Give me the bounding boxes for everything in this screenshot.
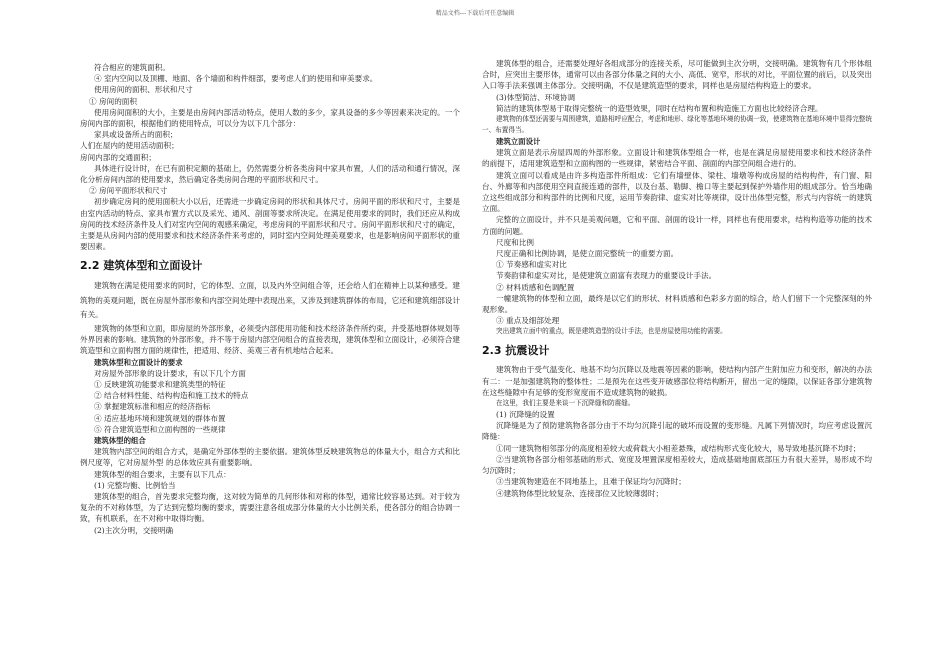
list-item: (2)主次分明，交接明确 [94,525,174,535]
paragraph: 符合相应的建筑面积。 [94,63,170,72]
list-item: ③ 重点及细部处理 [496,316,560,326]
page-header: 精品文档---下载后可任意编辑 [435,10,515,17]
paragraph: 初步确定房间的使用面积大小以后，还需进一步确定房间的形状和具体尺寸。房间平面的形状和尺寸，主要是由室内活动的特点、家具布置方式以及采光、通风、剖面等要求所决定。在满足使用要求的同时，我们还应从构成房间的技术经济条件及人们对室内空间的观感来确定，考虑房间的平面形状和尺寸。房间平面形状和尺寸的确定，主要是从房间内部的使用要求和技术经济条件来考虑的，同时室内空间处理美观要求，也是影响房间平面形状的重要因素。 [80,197,460,252]
paragraph: 沉降缝是为了预防建筑物各部分由于不均匀沉降引起的破坏而设置的变形缝。凡属下列情况时，均应考虑设置沉降缝： [482,421,872,442]
paragraph: 建筑体型的组合，首先要求完整均衡，这对较为简单的几何形体和对称的体型，通常比较容易达到。对于较为复杂的不对称体型，为了达到完整均衡的要求，需要注意各组成部分体量的大小比例关系，使各部分的组合协调一致，有机联系，在不对称中取得均衡。 [80,492,460,524]
paragraph: 使用房间面积的大小，主要是由房间内部活动特点，使用人数的多少，家具设备的多少等因素来决定的。一个房间内部的面积，根据他们的使用特点，可以分为以下几个部分： [80,107,460,129]
list-item: 尺度和比例 [496,237,534,247]
paragraph: 在这里，我们主要是来谈一下沉降缝和防震缝。 [496,399,635,408]
paragraph: ④ 室内空间以及顶棚、地面、各个墙面和构件细部，要考虑人们的使用和审美要求。 [94,74,378,84]
right-column [482,58,872,499]
paragraph: 完整的立面设计，并不只是美观问题，它和平面、剖面的设计一样，同样也有使用要求，结构构造等功能的技术方面的问题。 [482,215,872,236]
list-item: ⑤ 符合建筑造型和立面构图的一些规律 [94,424,226,434]
list-item: (1) 沉降缝的设置 [496,410,555,420]
paragraph: 建筑物在满足使用要求的同时，它的体型、立面，以及内外空间组合等，还会给人们在精神上以某种感受。建筑物的美观问题，既在房屋外部形象和内部空间处理中表现出来，又涉及到建筑群体的布局，它还和建筑细部设计有关。 [80,281,460,320]
list-item: (1) 完整均衡、比例恰当 [94,480,176,490]
paragraph: 尺度正确和比例协调，是使立面完整统一的重要方面。 [496,249,679,259]
list-item: ② 房间平面形状和尺寸 [89,186,168,196]
paragraph: 使用房间的面积、形状和尺寸 [94,85,193,95]
paragraph: 突出建筑立面中的重点，既是建筑造型的设计手法，也是房屋使用功能的需要。 [496,327,727,336]
paragraph: 建筑物内部空间的组合方式，是确定外部体型的主要依据。建筑体型反映建筑物总的体量大小，组合方式和比例尺度等，它对房屋外型 的总体效应具有重要影响。 [80,447,460,468]
list-item: ④ 适应基地环境和建筑规划的群体布置 [94,413,226,423]
list-item: ① 节奏感和虚实对比 [496,260,567,270]
list-item: (3)体型简洁、环境协调 [496,92,576,102]
paragraph: 对房屋外部形象的设计要求，有以下几个方面 [94,368,246,378]
list-item: ③ 掌握建筑标准和相应的经济指标 [94,402,211,412]
paragraph: 建筑立面是表示房屋四周的外部形象。立面设计和建筑体型组合一样，也是在满足房屋使用要求和技术经济条件的前提下，适用建筑造型和立面构图的一些规律，紧密结合平面、剖面的内部空间组合进行的。 [482,148,872,169]
section-heading: 2.3 抗震设计 [482,344,550,358]
list-item: ③当建筑物建造在不同地基上，且难于保证均匀沉降时； [496,477,686,487]
subheading: 建筑体型的组合 [94,435,146,445]
paragraph: 建筑体型的组合，还需要处理好各组成部分的连接关系，尽可能做到主次分明，交接明确。建筑物有几个形体组合时，应突出主要形体，通常可以由各部分体量之间的大小、高低、宽窄，形状的对比，平面位置的前后，以及突出入口等手法来强调主体部分。交接明确，不仅是建筑造型的要求，同样也是房屋结构构造上的要求。 [482,59,872,91]
list-item: ① 房间的面积 [89,96,137,106]
list-item: 家具或设备所占的面积； [94,130,178,140]
list-item: ④建筑物体型比较复杂、连接部位又比较薄弱时； [496,488,664,498]
subheading: 建筑体型和立面设计的要求 [94,357,183,367]
section-heading: 2.2 建筑体型和立面设计 [80,259,203,273]
paragraph: 建筑物的体型和立面，即房屋的外部形象，必须受内部使用功能和技术经济条件所约束，并受基地群体规划等外界因素的影响。建筑物的外部形象，并不等于房屋内部空间组合的直接表现，建筑体型和立面设计，必须符合建筑造型和立面构图方面的规律性，把适用、经济、美观三者有机地结合起来。 [80,323,460,356]
list-item: 房间内部的交通面积； [80,152,156,162]
list-item: ② 结合材料性能、结构构造和施工技术的特点 [94,391,249,401]
paragraph: 建筑体型的组合要求，主要有以下几点： [94,469,231,479]
paragraph: 建筑物的体型还需要与周围建筑，道路相呼应配合，考虑和地形、绿化等基地环境的协调一致，使建筑物在基地环境中显得完整统一、布置得当。 [482,115,872,135]
subheading: 建筑立面设计 [496,137,541,147]
left-column [80,62,460,536]
list-item: 人们在屋内的使用活动面积； [80,141,179,151]
paragraph: 简洁的建筑体型易于取得完整统一的造型效果，同时在结构布置和构造施工方面也比较经济合理。 [496,103,823,113]
paragraph: 建筑物由于受气温变化、地基不均匀沉降以及地震等因素的影响，使结构内部产生附加应力和变形，解决的办法有二：一是加强建筑物的整体性；二是预先在这些变开破感部位将结构断开，留出一定的缝隙，以保证各部分建筑物在这些缝隙中有足够的变形宽度而不造成建筑物的破损。 [482,365,872,397]
list-item: ① 反映建筑功能要求和建筑类型的特征 [94,379,226,389]
list-item: ②当建筑物各部分相邻基础的形式、宽度及埋置深度相差较大，造成基础地面底部压力有很大差异，易形成不均匀沉降时； [482,454,872,476]
list-item: ② 材料质感和色调配置 [496,282,575,292]
list-item: ①同一建筑物相邻部分的高度相差较大或荷载大小相差悬殊，或结构形式变化较大，易导致地基沉降不均时； [496,443,861,453]
paragraph: 节奏韵律和虚实对比，是使建筑立面富有表现力的重要设计手法。 [496,271,717,281]
paragraph: 具体进行设计时，在已有面积定额的基础上，仍然需要分析各类房间中家具布置，人们的活动和通行情况，深化分析房间内部的使用要求，然后确定各类房间合理的平面形状和尺寸。 [80,163,460,185]
paragraph: 一幢建筑物的体型和立面，最终是以它们的形状、材料质感和色彩多方面的综合，给人们留下一个完整深刻的外观形象。 [482,293,872,315]
paragraph: 建筑立面可以看成是由许多构造部件所组成：它们有墙壁体、梁柱、墙墩等构成房屋的结构构件，有门窗、阳台、外廊等和内部使用空间直接连通的部件，以及台基、勒脚、檐口等主要起到保护外墙作用的组成部分。恰当地确立这些组成部分和构部件的比例和尺度，运用节奏韵律、虚实对比等规律，设计出体型完整，形式与内容统一的建筑立面。 [482,170,872,214]
